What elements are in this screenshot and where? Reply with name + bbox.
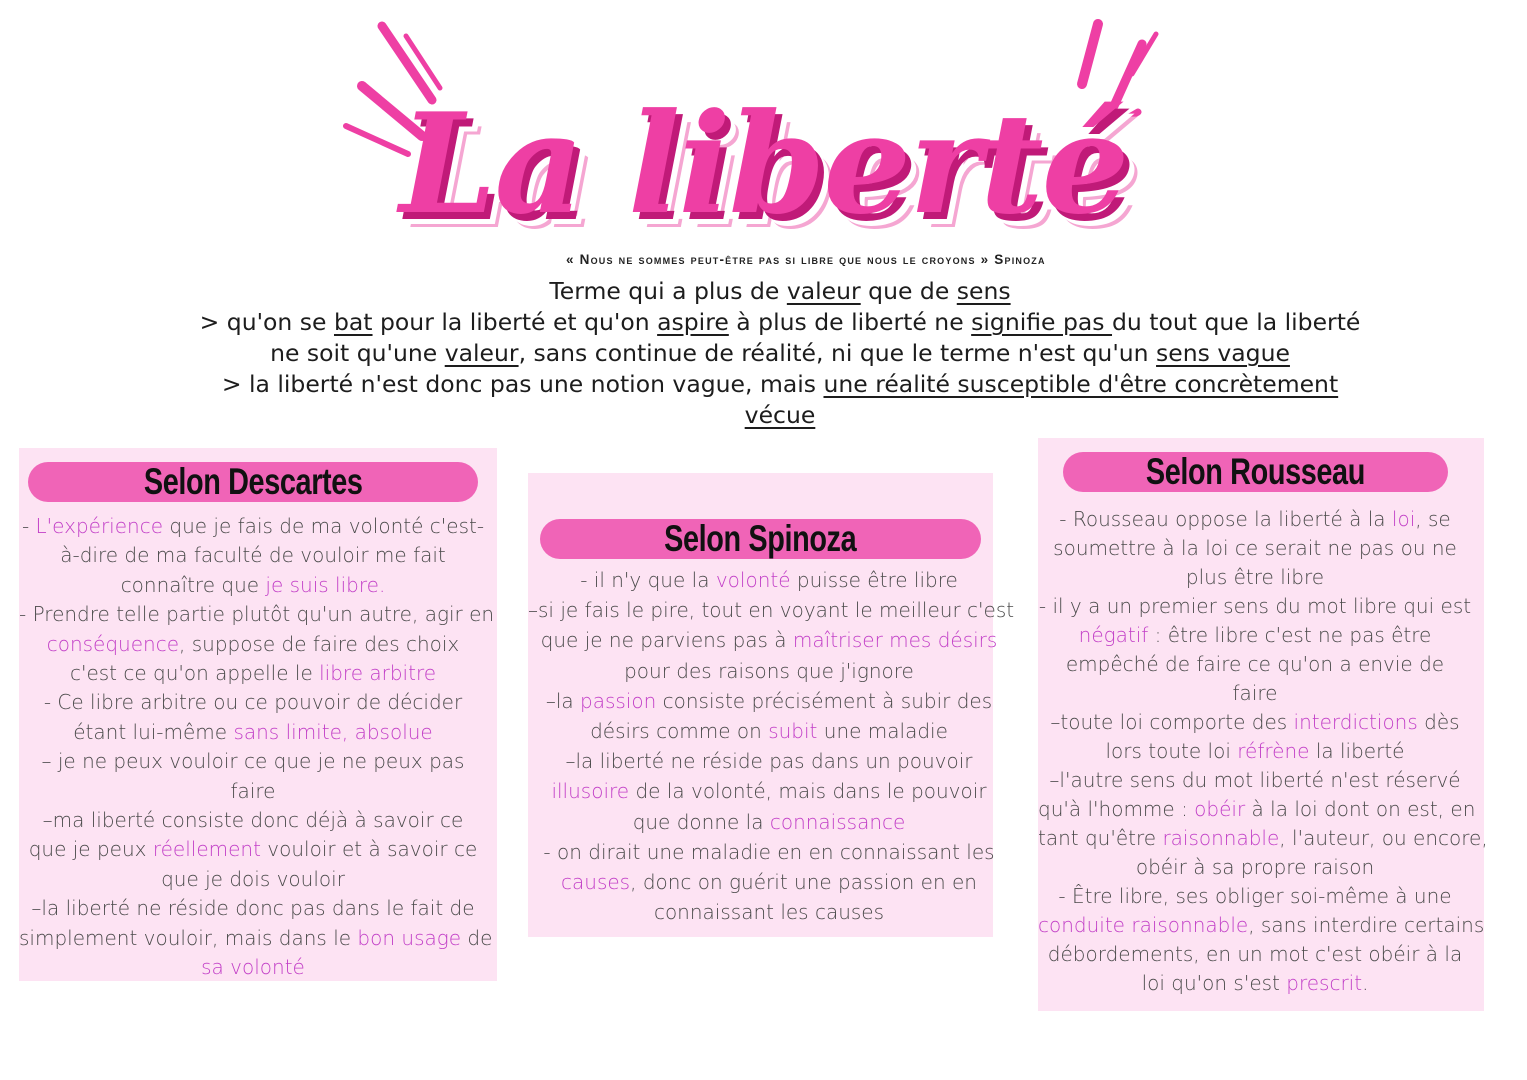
spinoza-box <box>528 473 1015 937</box>
intro-line: > qu'on se bat pour la liberté et qu'on aspire à plus de liberté ne signifie pas du tout que la liberté <box>199 308 1361 336</box>
rousseau-text: - Rousseau oppose la liberté à la loi, se soumettre à la loi ce serait ne pas ou ne plus être libre - il y a un premier sens du mot libre qui est négatif : être libre c'est ne pas être empêché de faire ce qu'on a envie de faire –toute loi comporte des interdictions dès lors toute loi réfrène la liberté –l'autre sens du mot liberté n'est réservé qu'à l'homme : obéir à la loi dont on est, en tant qu'être raisonnable, l'auteur, ou encore, obéir à sa propre raison - Être libre, ses obliger soi-même à une conduite raisonnable, sans interdire certains débordements, en un mot c'est obéir à la loi qu'on s'est prescrit. <box>1038 507 1488 995</box>
intro-line: > la liberté n'est donc pas une notion vague, mais une réalité susceptible d'être concrètement <box>221 370 1339 398</box>
descartes-box <box>19 448 497 981</box>
intro-line: ne soit qu'une valeur, sans continue de réalité, ni que le terme n'est qu'un sens vague <box>270 339 1290 367</box>
intro-line: vécue <box>744 401 816 429</box>
spinoza-heading: Selon Spinoza <box>540 519 981 559</box>
rousseau-heading: Selon Rousseau <box>1063 452 1448 492</box>
descartes-heading: Selon Descartes <box>28 462 478 502</box>
intro-text <box>150 276 1410 431</box>
page-title: La liberté <box>399 82 1128 245</box>
spinoza-quote: « Nous ne sommes peut-être pas si libre que nous le croyons » Spinoza <box>566 252 1046 267</box>
spinoza-text: - il n'y que la volonté puisse être libre –si je fais le pire, tout en voyant le meilleur c'est que je ne parviens pas à maîtriser mes désirs pour des raisons que j'ignore –la passion consiste précisément à subir des désirs comme on subit une maladie –la liberté ne réside pas dans un pouvoir illusoire de la volonté, mais dans le pouvoir que donne la connaissance - on dirait une maladie en en connaissant les causes, donc on guérit une passion en en connaissant les causes <box>528 568 1015 925</box>
intro-line: Terme qui a plus de valeur que de sens <box>549 277 1011 305</box>
descartes-text: - L'expérience que je fais de ma volonté c'est- à-dire de ma faculté de vouloir me fait connaître que je suis libre. - Prendre telle partie plutôt qu'un autre, agir en conséquence, suppose de faire des choix c'est ce qu'on appelle le libre arbitre - Ce libre arbitre ou ce pouvoir de décider étant lui-même sans limite, absolue – je ne peux vouloir ce que je ne peux pas faire –ma liberté consiste donc déjà à savoir ce que je peux réellement vouloir et à savoir ce que je dois vouloir –la liberté ne réside donc pas dans le fait de simplement vouloir, mais dans le bon usage de sa volonté <box>19 514 495 980</box>
rousseau-box <box>1038 438 1488 1011</box>
